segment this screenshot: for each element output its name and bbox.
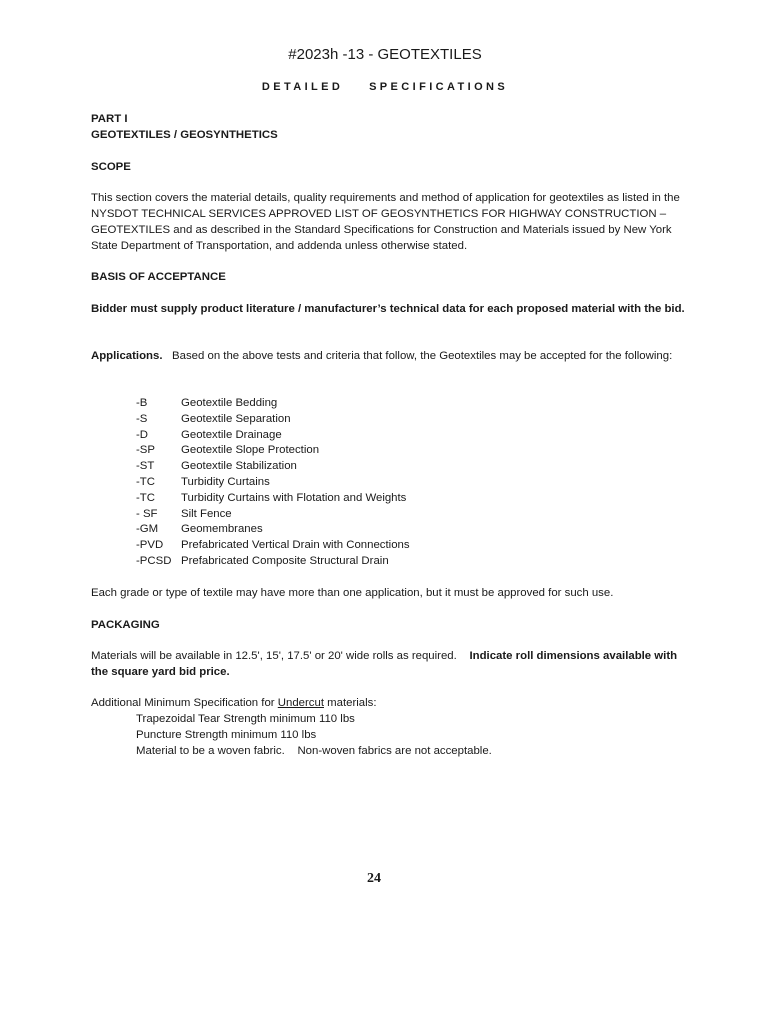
application-name: Geotextile Drainage xyxy=(181,428,282,441)
grade-note: Each grade or type of textile may have more than one application, but it must be approved for such use. xyxy=(91,587,614,599)
bidder-note: Bidder must supply product literature / manufacturer’s technical data for each proposed material with the bid. xyxy=(91,303,685,315)
application-item xyxy=(136,475,410,491)
application-name: Silt Fence xyxy=(181,507,232,520)
application-name: Geotextile Stabilization xyxy=(181,460,297,473)
application-item xyxy=(136,538,410,554)
application-code: -TC xyxy=(136,475,155,488)
applications-label: Applications. xyxy=(91,350,163,362)
application-code: -D xyxy=(136,428,149,441)
application-code: -S xyxy=(136,412,148,425)
application-code: -TC xyxy=(136,491,155,504)
additional-spec-intro xyxy=(91,695,377,711)
spec-line: Material to be a woven fabric. Non-woven fabrics are not acceptable. xyxy=(136,745,492,757)
part-name: GEOTEXTILES / GEOSYNTHETICS xyxy=(91,129,278,141)
spec-line: Trapezoidal Tear Strength minimum 110 lbs xyxy=(136,713,355,725)
application-code: -ST xyxy=(136,460,155,473)
acceptance-heading: BASIS OF ACCEPTANCE xyxy=(91,271,226,283)
application-code: -GM xyxy=(136,523,159,536)
spec-line: Puncture Strength minimum 110 lbs xyxy=(136,729,317,741)
additional-intro-after: materials: xyxy=(324,697,377,709)
application-item xyxy=(136,428,410,444)
application-code: - SF xyxy=(136,507,158,520)
application-item xyxy=(136,507,410,523)
application-code: -SP xyxy=(136,444,155,457)
application-item xyxy=(136,443,410,459)
packaging-text: Materials will be available in 12.5', 15', 17.5' or 20' wide rolls as required. xyxy=(91,650,457,662)
applications-text: Based on the above tests and criteria that follow, the Geotextiles may be accepted for the following: xyxy=(172,350,673,362)
application-name: Geotextile Separation xyxy=(181,412,291,425)
application-name: Prefabricated Vertical Drain with Connections xyxy=(181,539,410,552)
part-number: PART I xyxy=(91,113,128,125)
page-number: 24 xyxy=(367,871,381,886)
application-code: -PVD xyxy=(136,539,164,552)
document-title: #2023h -13 - GEOTEXTILES xyxy=(288,46,482,63)
application-item xyxy=(136,554,410,570)
additional-intro-before: Additional Minimum Specification for xyxy=(91,697,278,709)
application-name: Geotextile Bedding xyxy=(181,397,278,409)
packaging-paragraph xyxy=(91,648,691,680)
document-subtitle: DETAILED SPECIFICATIONS xyxy=(261,81,509,93)
application-code: -B xyxy=(136,397,148,409)
application-code: -PCSD xyxy=(136,554,172,567)
application-name: Turbidity Curtains xyxy=(181,475,270,488)
scope-paragraph: This section covers the material details, quality requirements and method of application for geotextiles as listed in the NYSDOT TECHNICAL SERVICES APPROVED LIST OF GEOSYNTHETICS FOR HIGHWAY CONSTRUCTION – GEOTEXTILES and as described in the Standard Specifications for Construction and Materials issued by New York State Department of Transportation, and addenda unless otherwise stated. xyxy=(91,192,680,252)
application-name: Turbidity Curtains with Flotation and Weights xyxy=(181,491,407,504)
additional-intro-underlined: Undercut xyxy=(277,697,324,709)
application-item xyxy=(136,396,410,412)
application-item xyxy=(136,412,410,428)
packaging-bold-text: Indicate roll dimensions available with the square yard bid price. xyxy=(91,650,678,678)
applications-list xyxy=(136,396,410,570)
application-item xyxy=(136,459,410,475)
scope-heading: SCOPE xyxy=(91,161,131,173)
additional-spec-lines xyxy=(136,711,492,759)
application-item xyxy=(136,491,410,507)
application-item xyxy=(136,522,410,538)
application-name: Geotextile Slope Protection xyxy=(181,444,320,457)
application-name: Geomembranes xyxy=(181,523,263,536)
packaging-heading: PACKAGING xyxy=(91,619,160,631)
application-name: Prefabricated Composite Structural Drain xyxy=(181,554,389,567)
applications-paragraph xyxy=(91,348,691,364)
